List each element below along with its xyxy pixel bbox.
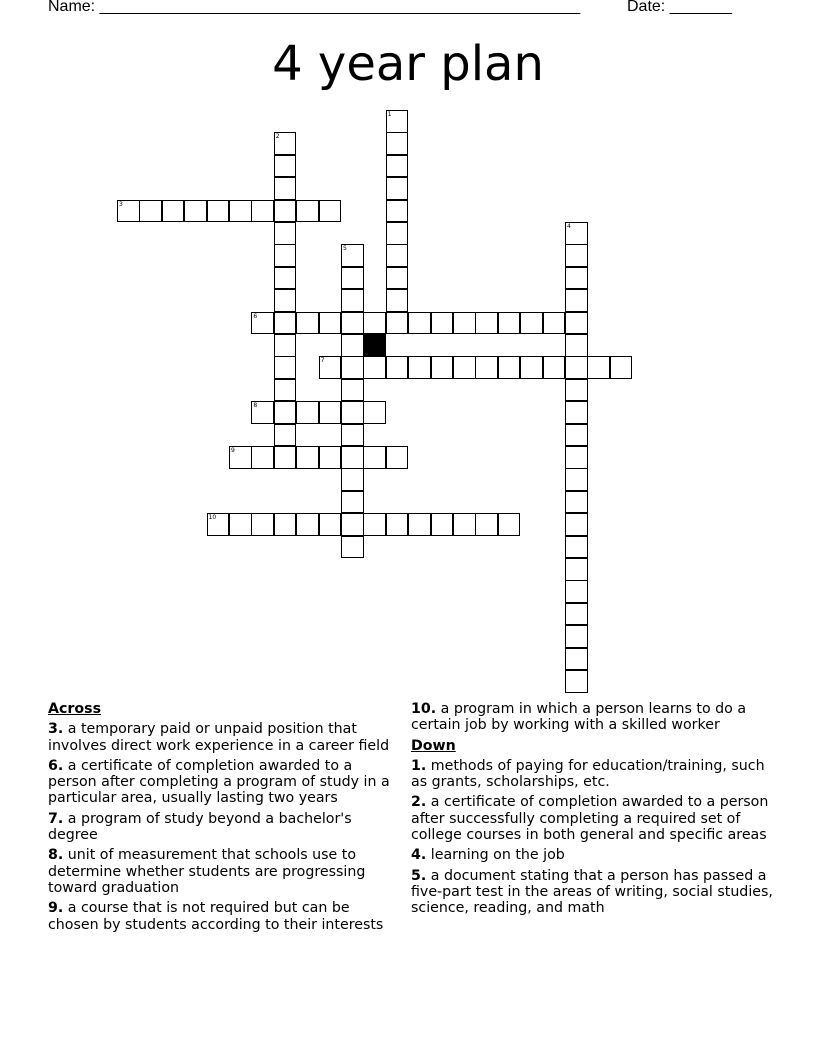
- grid-cell[interactable]: [296, 200, 319, 223]
- clue-number: 3.: [48, 721, 64, 738]
- grid-cell[interactable]: [565, 603, 588, 626]
- grid-cell[interactable]: [565, 222, 588, 245]
- grid-cell[interactable]: [520, 312, 543, 335]
- grid-cell[interactable]: [296, 401, 319, 424]
- grid-cell[interactable]: [386, 267, 409, 290]
- grid-cell[interactable]: [475, 312, 498, 335]
- cell-number: 4: [567, 223, 571, 230]
- grid-cell[interactable]: [363, 312, 386, 335]
- grid-cell[interactable]: [274, 356, 297, 379]
- grid-cell[interactable]: [520, 356, 543, 379]
- grid-cell[interactable]: [565, 648, 588, 671]
- grid-cell[interactable]: [453, 312, 476, 335]
- clue-text: a certificate of completion awarded to a person after completing a program of study in a particular area, usually lasting two years: [48, 757, 390, 807]
- grid-cell[interactable]: [498, 513, 521, 536]
- grid-cell[interactable]: [229, 513, 252, 536]
- grid-cell[interactable]: [207, 200, 230, 223]
- grid-cell[interactable]: [453, 513, 476, 536]
- grid-cell[interactable]: [386, 244, 409, 267]
- grid-cell[interactable]: [274, 222, 297, 245]
- grid-cell[interactable]: [319, 356, 342, 379]
- grid-cell[interactable]: [296, 446, 319, 469]
- grid-cell[interactable]: [274, 267, 297, 290]
- grid-cell[interactable]: [386, 200, 409, 223]
- grid-cell[interactable]: [386, 222, 409, 245]
- clue-text: a document stating that a person has passed a five-part test in the areas of writing, social studies, science, reading, and math: [411, 867, 773, 917]
- grid-cell[interactable]: [319, 513, 342, 536]
- grid-cell[interactable]: [274, 177, 297, 200]
- clue-number: 2.: [411, 794, 427, 811]
- clue-number: 7.: [48, 810, 64, 827]
- grid-cell[interactable]: [565, 468, 588, 491]
- cell-number: 5: [343, 245, 347, 253]
- grid-cell[interactable]: [274, 446, 297, 469]
- grid-cell[interactable]: [408, 356, 431, 379]
- clue-across-8: [48, 847, 404, 896]
- clue-text: a program in which a person learns to do a certain job by working with a skilled worker: [411, 701, 747, 734]
- clue-number: 10.: [411, 701, 437, 717]
- cell-number: 3: [119, 200, 123, 208]
- clue-text: unit of measurement that schools use to determine whether students are progressing toward graduation: [48, 847, 366, 896]
- grid-cell[interactable]: [184, 200, 207, 223]
- grid-cell[interactable]: [408, 312, 431, 335]
- grid-cell[interactable]: [386, 289, 409, 312]
- grid-cell[interactable]: [251, 200, 274, 223]
- clue-across-3: [48, 721, 404, 754]
- grid-cell[interactable]: [565, 356, 588, 379]
- grid-cell[interactable]: [386, 312, 409, 335]
- grid-cell[interactable]: [341, 468, 364, 491]
- grid-cell[interactable]: [587, 356, 610, 379]
- grid-cell[interactable]: [565, 401, 588, 424]
- grid-cell[interactable]: [251, 312, 274, 335]
- grid-cell[interactable]: [274, 334, 297, 357]
- grid-cell[interactable]: [408, 513, 431, 536]
- across-heading: Across: [48, 701, 102, 717]
- clue-text: methods of paying for education/training, such as grants, scholarships, etc.: [411, 757, 765, 791]
- grid-cell[interactable]: [565, 334, 588, 357]
- grid-cell[interactable]: [341, 312, 364, 335]
- grid-cell[interactable]: [498, 356, 521, 379]
- grid-cell[interactable]: [341, 379, 364, 402]
- grid-cell[interactable]: [565, 580, 588, 603]
- grid-cell[interactable]: [610, 356, 633, 379]
- name-line[interactable]: ______________________________________________________: [99, 0, 581, 15]
- grid-cell[interactable]: [363, 513, 386, 536]
- grid-cell[interactable]: [386, 110, 409, 133]
- cell-number: 8: [253, 402, 258, 410]
- grid-cell[interactable]: [565, 446, 588, 469]
- grid-cell[interactable]: [543, 312, 566, 335]
- grid-cell[interactable]: [296, 513, 319, 536]
- clue-number: 9.: [48, 900, 64, 917]
- clue-text: a temporary paid or unpaid position that involves direct work experience in a career field: [48, 721, 390, 754]
- grid-cell[interactable]: [543, 356, 566, 379]
- clue-across-10: [411, 701, 773, 734]
- grid-cell[interactable]: [341, 289, 364, 312]
- clue-number: 5.: [411, 867, 427, 884]
- grid-cell[interactable]: [274, 155, 297, 178]
- clues-left-column: [48, 701, 404, 937]
- grid-cell[interactable]: [251, 401, 274, 424]
- grid-cell[interactable]: [386, 132, 409, 155]
- clue-number: 8.: [48, 847, 64, 864]
- grid-cell[interactable]: [251, 513, 274, 536]
- grid-cell[interactable]: [274, 289, 297, 312]
- grid-cell[interactable]: [162, 200, 185, 223]
- grid-cell[interactable]: [565, 312, 588, 335]
- grid-cell[interactable]: [565, 289, 588, 312]
- clue-text: learning on the job: [430, 847, 565, 864]
- clue-number: 4.: [411, 847, 427, 864]
- cell-number: 2: [275, 133, 280, 141]
- grid-cell[interactable]: [363, 401, 386, 424]
- grid-cell[interactable]: [431, 312, 454, 335]
- grid-cell[interactable]: [341, 356, 364, 379]
- clue-down-2: [411, 794, 773, 843]
- date-label: Date:: [627, 0, 666, 15]
- grid-cell[interactable]: [274, 379, 297, 402]
- grid-cell[interactable]: [319, 200, 342, 223]
- black-cell: [363, 334, 386, 357]
- grid-cell[interactable]: [319, 401, 342, 424]
- grid-cell[interactable]: [207, 513, 230, 536]
- grid-cell[interactable]: [274, 200, 297, 223]
- grid-cell[interactable]: [274, 513, 297, 536]
- grid-cell[interactable]: [341, 491, 364, 514]
- down-heading: Down: [411, 737, 456, 754]
- grid-cell[interactable]: [274, 401, 297, 424]
- clue-text: a certificate of completion awarded to a person after successfully completing a required set of college courses in both general and specific areas: [411, 794, 769, 844]
- clue-across-9: [48, 900, 404, 933]
- grid-cell[interactable]: [386, 356, 409, 379]
- grid-cell[interactable]: [363, 446, 386, 469]
- grid-cell[interactable]: [139, 200, 162, 223]
- grid-cell[interactable]: [341, 244, 364, 267]
- grid-cell[interactable]: [565, 536, 588, 559]
- grid-cell[interactable]: [341, 513, 364, 536]
- grid-cell[interactable]: [363, 356, 386, 379]
- grid-cell[interactable]: [296, 312, 319, 335]
- grid-cell[interactable]: [498, 312, 521, 335]
- grid-cell[interactable]: [386, 177, 409, 200]
- cell-number: 10: [208, 514, 217, 522]
- clue-text: a course that is not required but can be chosen by students according to their interests: [48, 900, 384, 933]
- grid-cell[interactable]: [565, 558, 588, 581]
- clue-across-7: [48, 811, 404, 844]
- grid-cell[interactable]: [274, 132, 297, 155]
- grid-cell[interactable]: [341, 267, 364, 290]
- grid-cell[interactable]: [341, 334, 364, 357]
- grid-cell[interactable]: [386, 513, 409, 536]
- grid-cell[interactable]: [453, 356, 476, 379]
- grid-cell[interactable]: [431, 513, 454, 536]
- grid-cell[interactable]: [565, 267, 588, 290]
- clue-number: 6.: [48, 757, 64, 774]
- clue-down-1: [411, 758, 773, 791]
- grid-cell[interactable]: [565, 513, 588, 536]
- grid-cell[interactable]: [251, 446, 274, 469]
- grid-cell[interactable]: [319, 312, 342, 335]
- grid-cell[interactable]: [565, 244, 588, 267]
- name-label: Name:: [48, 0, 96, 15]
- page-title: 4 year plan: [272, 36, 544, 92]
- grid-cell[interactable]: [341, 446, 364, 469]
- cell-number: 1: [387, 111, 392, 118]
- clue-down-5: [411, 868, 773, 917]
- grid-cell[interactable]: [341, 536, 364, 559]
- grid-cell[interactable]: [386, 155, 409, 178]
- grid-cell[interactable]: [565, 491, 588, 514]
- cell-number: 9: [231, 447, 235, 454]
- clue-down-4: [411, 847, 773, 863]
- clue-text: a program of study beyond a bachelor's degree: [48, 810, 352, 844]
- grid-cell[interactable]: [274, 244, 297, 267]
- grid-cell[interactable]: [565, 424, 588, 447]
- grid-cell[interactable]: [565, 379, 588, 402]
- cell-number: 6: [253, 312, 258, 320]
- grid-cell[interactable]: [386, 446, 409, 469]
- grid-cell[interactable]: [565, 625, 588, 648]
- grid-cell[interactable]: [229, 200, 252, 223]
- grid-cell[interactable]: [274, 424, 297, 447]
- clue-across-6: [48, 758, 404, 807]
- grid-cell[interactable]: [565, 670, 588, 693]
- grid-cell[interactable]: [341, 424, 364, 447]
- grid-cell[interactable]: [475, 513, 498, 536]
- clues-right-column: [411, 701, 773, 921]
- clue-number: 1.: [411, 757, 427, 774]
- cell-number: 7: [320, 357, 325, 365]
- grid-cell[interactable]: [274, 312, 297, 335]
- date-line[interactable]: _______: [669, 0, 732, 15]
- grid-cell[interactable]: [229, 446, 252, 469]
- grid-cell[interactable]: [319, 446, 342, 469]
- grid-cell[interactable]: [117, 200, 140, 223]
- grid-cell[interactable]: [475, 356, 498, 379]
- grid-cell[interactable]: [431, 356, 454, 379]
- grid-cell[interactable]: [341, 401, 364, 424]
